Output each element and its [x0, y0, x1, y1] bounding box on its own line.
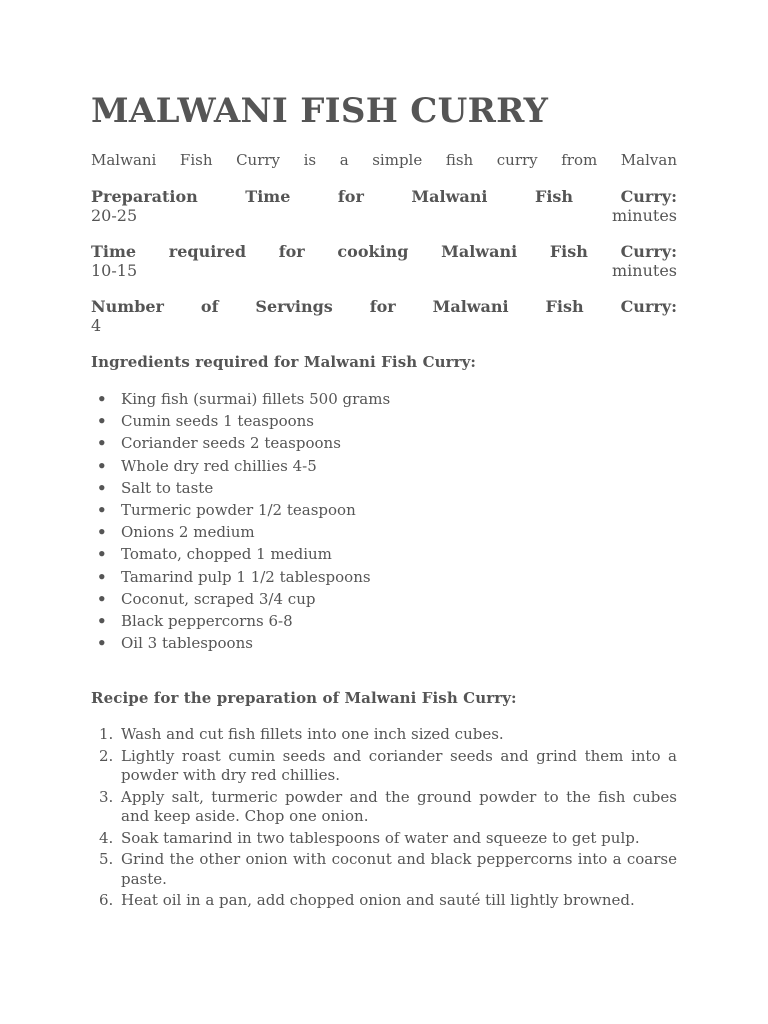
cook-time-unit: minutes [611, 261, 677, 280]
servings [91, 297, 677, 335]
recipe-intro: Malwani Fish Curry is a simple fish curry from Malvan [91, 151, 677, 169]
step-number: 3. [99, 787, 114, 806]
step-text: Lightly roast cumin seeds and coriander seeds and grind them into a powder with dry red chillies. [121, 746, 677, 785]
step-item [99, 725, 677, 745]
cook-time [91, 242, 677, 280]
servings-label: Number of Servings for Malwani Fish Curry: [91, 297, 677, 316]
prep-time-label: Preparation Time for Malwani Fish Curry: [91, 187, 677, 206]
ingredients-list [91, 388, 677, 654]
list-item: • Black peppercorns 6-8 [121, 610, 677, 632]
ingredients-heading: Ingredients required for Malwani Fish Curry: [91, 353, 477, 371]
list-item: • Onions 2 medium [121, 521, 677, 543]
step-item [99, 828, 677, 849]
list-item: • Tomato, chopped 1 medium [121, 543, 677, 565]
list-item: • Whole dry red chillies 4-5 [121, 455, 677, 477]
step-number: 4. [99, 828, 114, 847]
list-item: • Cumin seeds 1 teaspoons [121, 410, 677, 432]
step-item [99, 850, 677, 889]
list-item: • King fish (surmai) fillets 500 grams [121, 388, 677, 410]
step-item [99, 891, 677, 911]
step-text: Wash and cut fish fillets into one inch sized cubes. [121, 725, 504, 744]
prep-time [91, 187, 677, 225]
list-item: • Tamarind pulp 1 1/2 tablespoons [121, 566, 677, 588]
recipe-steps-heading: Recipe for the preparation of Malwani Fish Curry: [91, 689, 517, 708]
recipe-title: MALWANI FISH CURRY [91, 91, 549, 131]
recipe-content [91, 88, 677, 913]
step-number: 6. [99, 891, 114, 910]
list-item: • Coriander seeds 2 teaspoons [121, 432, 677, 454]
step-text: Heat oil in a pan, add chopped onion and sauté till lightly browned. [121, 891, 635, 910]
step-item [99, 787, 677, 827]
cook-time-label: Time required for cooking Malwani Fish Curry: [91, 242, 677, 261]
step-number: 5. [99, 850, 114, 869]
list-item: • Oil 3 tablespoons [121, 632, 677, 654]
recipe-steps-list [91, 725, 677, 911]
cook-time-value: 10-15 [91, 261, 138, 280]
prep-time-value: 20-25 [91, 206, 138, 225]
prep-time-unit: minutes [611, 206, 677, 225]
step-number: 2. [99, 746, 114, 765]
step-item [99, 746, 677, 786]
list-item: • Coconut, scraped 3/4 cup [121, 588, 677, 610]
list-item: • Turmeric powder 1/2 teaspoon [121, 499, 677, 521]
step-text: Apply salt, turmeric powder and the ground powder to the fish cubes and keep aside. Chop one onion. [121, 787, 677, 826]
list-item: • Salt to taste [121, 477, 677, 499]
step-text: Grind the other onion with coconut and black peppercorns into a coarse paste. [121, 850, 677, 888]
step-text: Soak tamarind in two tablespoons of water and squeeze to get pulp. [121, 828, 640, 847]
step-number: 1. [99, 725, 114, 744]
servings-value: 4 [91, 316, 102, 335]
